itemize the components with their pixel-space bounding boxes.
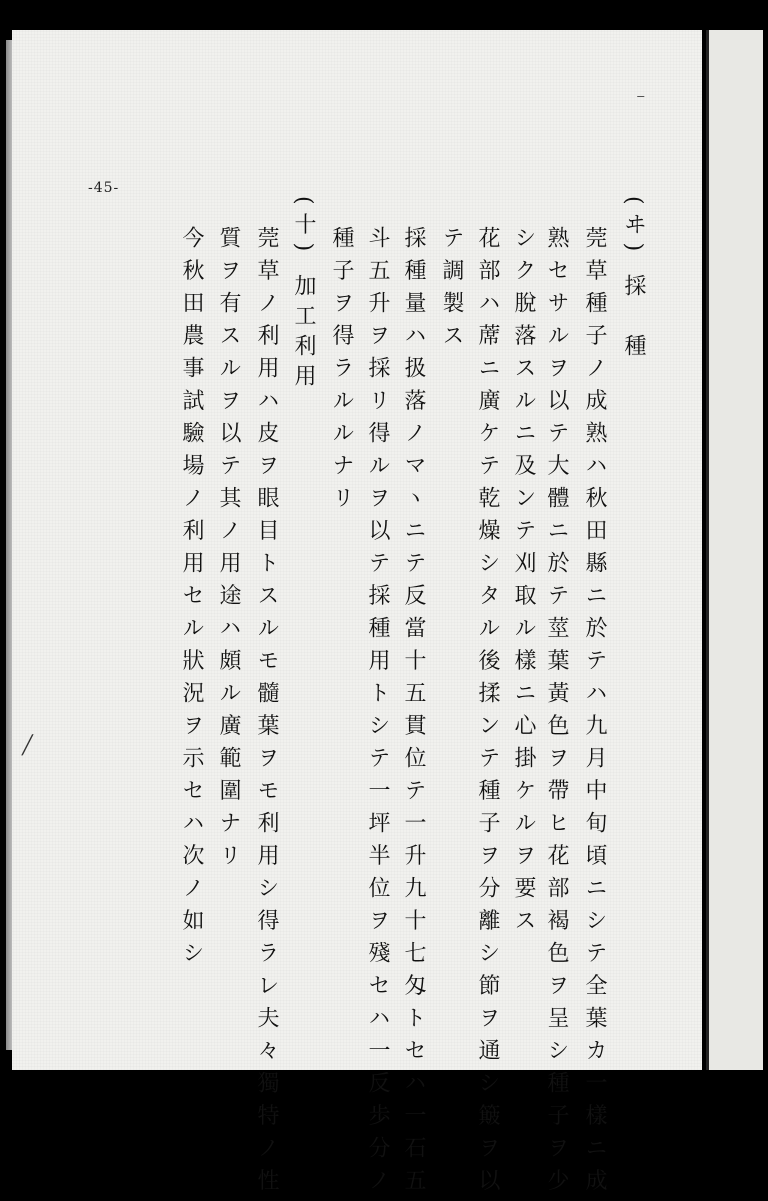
text-column: 莞草ノ利用ハ皮ヲ眼目トスルモ髓葉ヲモ利用シ得ラレ夫々獨特ノ性	[254, 226, 279, 1201]
text-column: 花部ハ蓆ニ廣ケテ乾燥シタル後揉ンテ種子ヲ分離シ節ヲ通シ簸ヲ以	[475, 226, 500, 1201]
adjacent-page-strip	[706, 30, 763, 1070]
text-column: 斗五升ヲ採リ得ルヲ以テ採種用トシテ一坪半位ヲ殘セハ一反歩分ノ	[365, 226, 390, 1201]
text-column: 質ヲ有スルヲ以テ其ノ用途ハ頗ル廣範圍ナリ	[216, 226, 241, 876]
heading-processing-use: (十) 加工利用	[291, 196, 316, 395]
text-column: シク脫落スルニ及ンテ刈取ル樣ニ心掛ケルヲ要ス	[511, 226, 536, 941]
page-number: -45-	[88, 180, 120, 196]
text-column: 今秋田農事試驗場ノ利用セル狀況ヲ示セハ次ノ如シ	[179, 226, 204, 974]
scan-mark: ╱	[22, 735, 33, 756]
text-column: 種子ヲ得ラルルナリ	[329, 226, 354, 519]
text-column: 莞草種子ノ成熟ハ秋田縣ニ於テハ九月中旬頃ニシテ全葉カ一樣ニ成	[582, 226, 607, 1201]
text-column: 採種量ハ扱落ノマヽニテ反當十五貫位テ一升九十七匁トセハ一石五	[401, 226, 426, 1201]
text-column: 熟セサルヲ以テ大體ニ於テ莖葉黃色ヲ帶ヒ花部褐色ヲ呈シ種子ヲ少	[544, 226, 569, 1201]
heading-seed-collection: (ヰ) 採 種	[621, 196, 646, 365]
text-column: テ調製ス	[439, 226, 464, 356]
scan-mark: ⁻	[636, 90, 646, 111]
